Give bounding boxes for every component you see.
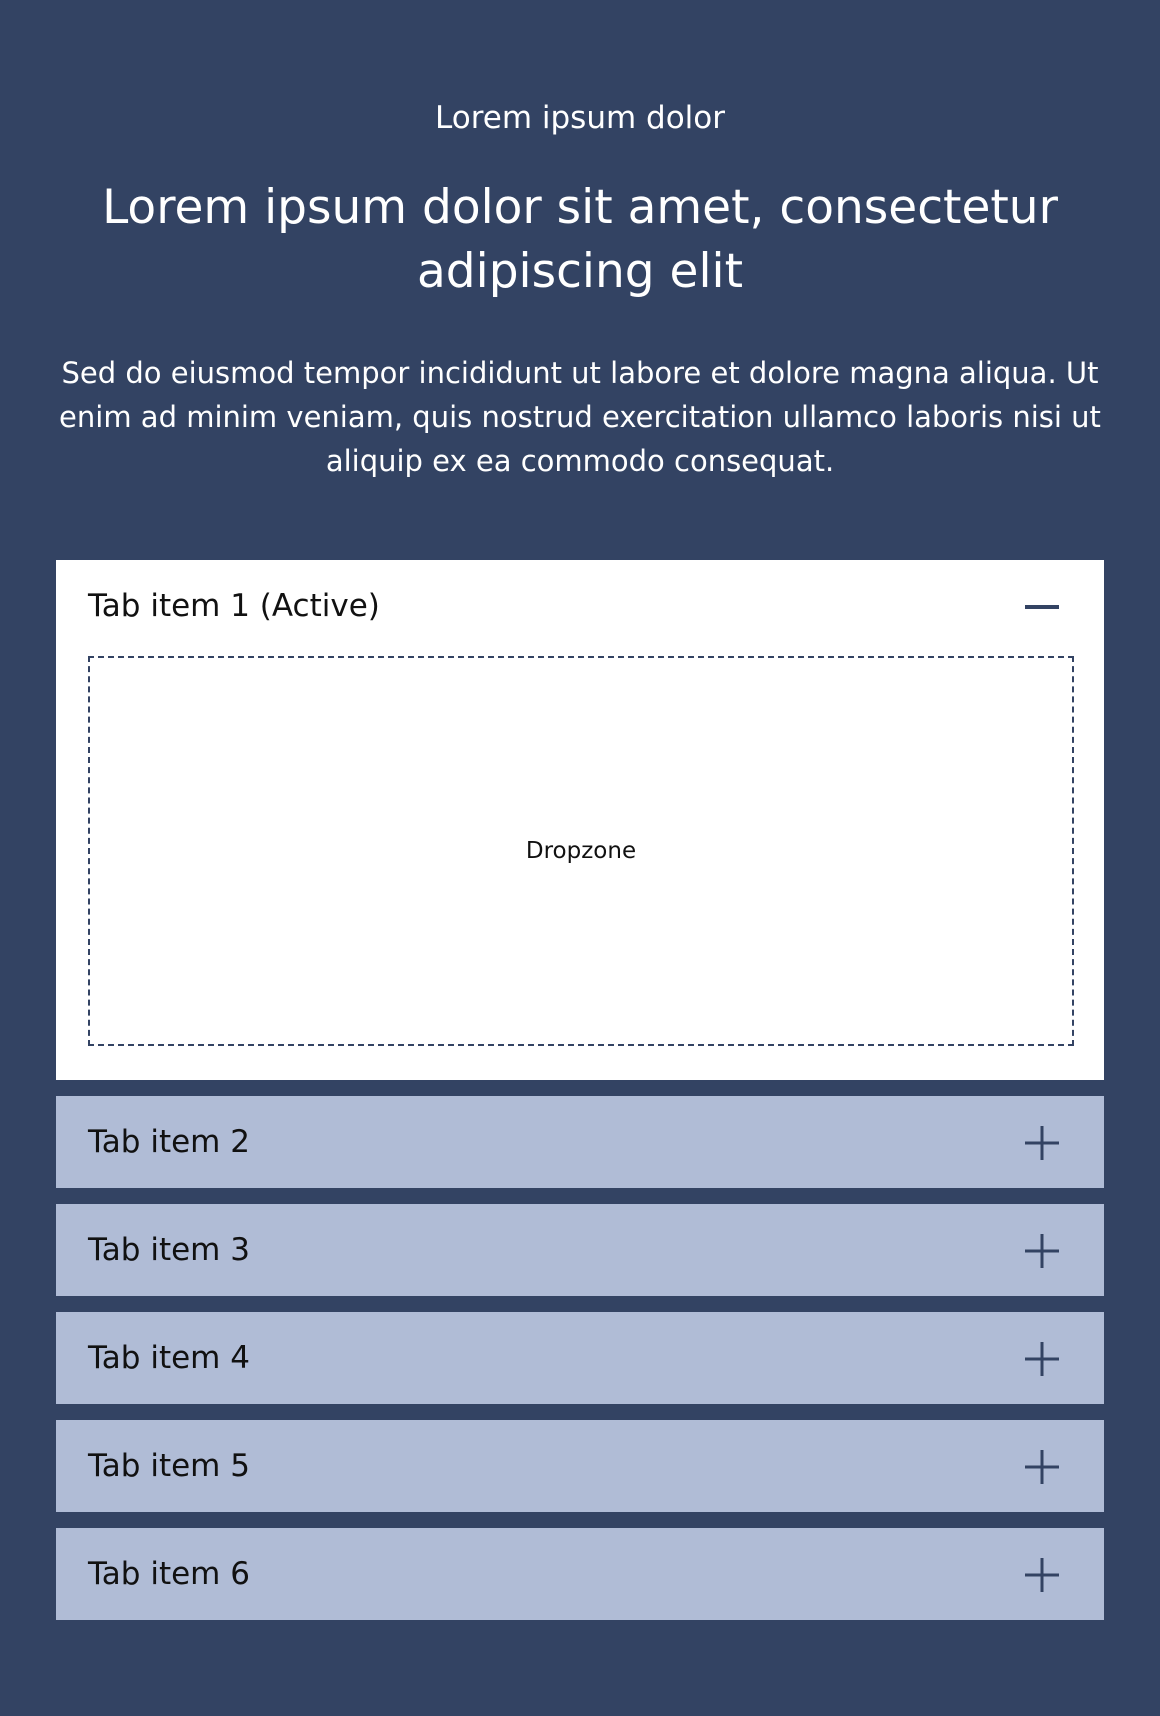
- accordion-label-1: Tab item 1 (Active): [88, 588, 380, 624]
- accordion: [56, 560, 1104, 1620]
- eyebrow-text: Lorem ipsum dolor: [435, 100, 725, 136]
- accordion-label-2: Tab item 2: [88, 1124, 250, 1160]
- dropzone[interactable]: [88, 656, 1074, 1046]
- accordion-item-5[interactable]: [56, 1420, 1104, 1512]
- minus-icon[interactable]: [1024, 589, 1060, 625]
- plus-icon[interactable]: [1024, 1449, 1060, 1485]
- accordion-header-1[interactable]: [56, 560, 1104, 652]
- accordion-label-5: Tab item 5: [88, 1448, 250, 1484]
- intro-paragraph: Sed do eiusmod tempor incididunt ut labore et dolore magna aliqua. Ut enim ad minim veniam, quis nostrud exercitation ullamco laboris nisi ut aliquip ex ea commodo consequat.: [59, 356, 1101, 478]
- accordion-item-4[interactable]: [56, 1312, 1104, 1404]
- dropzone-label: Dropzone: [525, 838, 637, 864]
- page-headline: Lorem ipsum dolor sit amet, consectetur adipiscing elit: [102, 180, 1058, 299]
- accordion-item-3[interactable]: [56, 1204, 1104, 1296]
- accordion-item-2[interactable]: [56, 1096, 1104, 1188]
- plus-icon[interactable]: [1024, 1233, 1060, 1269]
- accordion-item-1: [56, 560, 1104, 1080]
- plus-icon[interactable]: [1024, 1341, 1060, 1377]
- accordion-label-6: Tab item 6: [88, 1556, 250, 1592]
- plus-icon[interactable]: [1024, 1125, 1060, 1161]
- accordion-label-4: Tab item 4: [88, 1340, 250, 1376]
- accordion-label-3: Tab item 3: [88, 1232, 250, 1268]
- accordion-item-6[interactable]: [56, 1528, 1104, 1620]
- plus-icon[interactable]: [1024, 1557, 1060, 1593]
